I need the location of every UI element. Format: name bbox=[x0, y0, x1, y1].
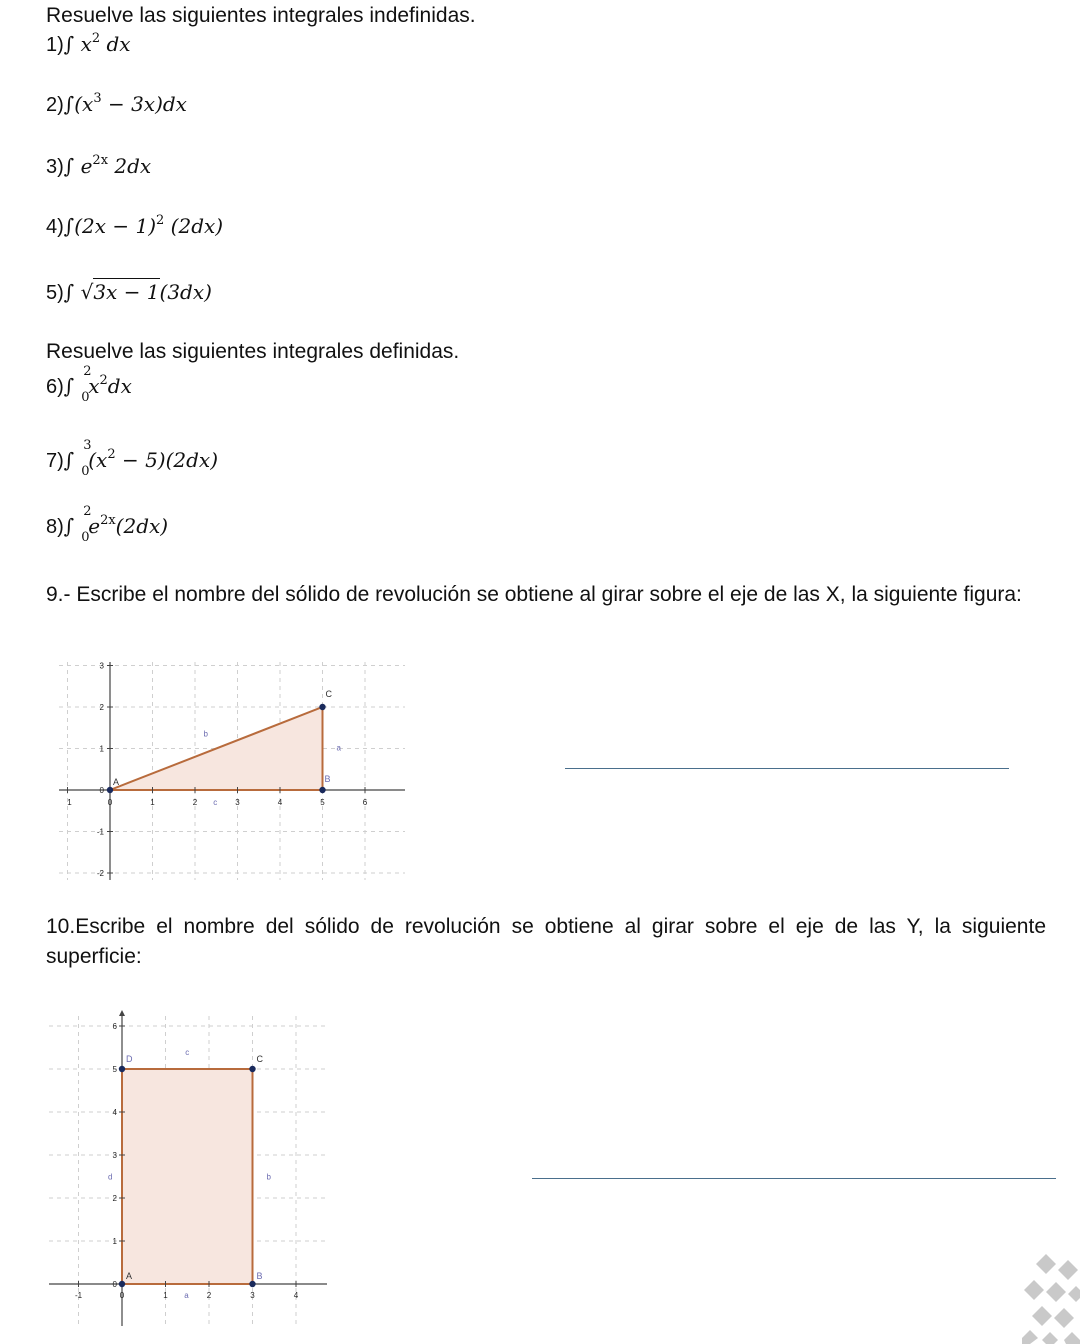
point-label-b: B bbox=[256, 1271, 263, 1281]
y-tick-label: 6 bbox=[112, 1022, 117, 1031]
y-axis-arrow-icon bbox=[119, 1010, 125, 1016]
point-b bbox=[319, 787, 325, 793]
y-tick-label: 4 bbox=[112, 1108, 117, 1117]
side-label-a: a bbox=[336, 743, 341, 753]
x-tick-label: 0 bbox=[107, 798, 113, 807]
section-heading-indefinite: Resuelve las siguientes integrales indefinidas. bbox=[46, 4, 476, 27]
x-tick-label: -1 bbox=[74, 1291, 83, 1300]
exercise-4: $4)\int(2x - 1)^2$ (2dx) bbox=[46, 213, 224, 238]
y-tick-label: 1 bbox=[112, 1237, 117, 1246]
exercise-2: $2)\int(x^3 - 3x)dx$ bbox=[46, 91, 187, 116]
y-tick-label: 2 bbox=[112, 1194, 117, 1203]
point-label-c: C bbox=[256, 1054, 263, 1064]
point-d bbox=[119, 1066, 125, 1072]
side-label-b: b bbox=[266, 1172, 271, 1182]
y-tick-label: 3 bbox=[112, 1151, 117, 1160]
decorative-logo-icon bbox=[1018, 1250, 1080, 1344]
radical-sign: √ bbox=[80, 280, 94, 304]
point-a bbox=[119, 1281, 125, 1287]
y-tick-label: 1 bbox=[99, 744, 104, 754]
rectangle-shape bbox=[122, 1069, 253, 1284]
x-tick-label: 6 bbox=[362, 798, 368, 807]
x-tick-label: 3 bbox=[250, 1291, 255, 1300]
y-tick-label: 0 bbox=[99, 786, 104, 795]
x-tick-label: 3 bbox=[235, 798, 240, 807]
answer-line-9[interactable] bbox=[565, 768, 1009, 769]
x-tick-label: 0 bbox=[119, 1291, 125, 1300]
x-tick-label: 5 bbox=[320, 798, 325, 807]
point-label-d: D bbox=[126, 1054, 133, 1064]
point-label-b: B bbox=[324, 774, 331, 784]
exercise-6: 6)∫ 2 0 $x^2dx$ bbox=[46, 363, 132, 405]
y-tick-label: 3 bbox=[99, 661, 104, 671]
x-tick-label: 4 bbox=[277, 798, 283, 807]
section-heading-definite: Resuelve las siguientes integrales definidas. bbox=[46, 340, 460, 363]
answer-line-10[interactable] bbox=[532, 1178, 1056, 1179]
y-tick-label: 0 bbox=[112, 1280, 117, 1289]
x-tick-label: 1 bbox=[163, 1291, 168, 1300]
x-tick-label: 1 bbox=[150, 798, 155, 807]
y-tick-label: 2 bbox=[99, 703, 104, 712]
x-tick-label: 1 bbox=[67, 798, 72, 807]
point-label-a: A bbox=[113, 777, 120, 787]
y-tick-label: -1 bbox=[96, 827, 104, 837]
x-tick-label: 4 bbox=[293, 1291, 299, 1300]
side-label-d: d bbox=[108, 1172, 113, 1182]
point-label-a: A bbox=[126, 1271, 133, 1281]
point-label-c: C bbox=[325, 689, 332, 699]
question-10: 10.Escribe el nombre del sólido de revolución se obtiene al girar sobre el eje de las Y, la siguiente superficie: bbox=[46, 915, 1046, 968]
rectangle-graph bbox=[45, 1008, 330, 1328]
exercise-1: 1)∫ $x^2$ dx bbox=[46, 31, 131, 56]
x-tick-label: 2 bbox=[206, 1291, 212, 1300]
point-c bbox=[319, 704, 325, 710]
y-tick-label: 5 bbox=[112, 1065, 117, 1074]
question-9: 9.- Escribe el nombre del sólido de revolución se obtiene al girar sobre el eje de las X, la siguiente figura: bbox=[46, 583, 1022, 606]
side-label-b: b bbox=[203, 729, 208, 739]
point-c bbox=[249, 1066, 255, 1072]
side-label-a: a bbox=[184, 1291, 189, 1300]
exercise-8: 8)∫ 2 0 $e^{2x}(2dx)$ bbox=[46, 503, 169, 545]
exercise-3: 3)∫ $e^{2x}$ 2dx bbox=[46, 153, 152, 178]
exercise-5: 5)∫ √3x − 1(3dx) bbox=[46, 280, 212, 304]
exercise-7: 7)∫ 3 0 $(x^2 - 5)(2dx)$ bbox=[46, 437, 219, 479]
side-label-c: c bbox=[185, 1048, 190, 1057]
y-tick-label: -2 bbox=[96, 869, 104, 878]
point-a bbox=[107, 787, 113, 793]
side-label-c: c bbox=[213, 798, 218, 807]
point-b bbox=[249, 1281, 255, 1287]
triangle-graph bbox=[55, 658, 410, 883]
x-tick-label: 2 bbox=[192, 798, 198, 807]
